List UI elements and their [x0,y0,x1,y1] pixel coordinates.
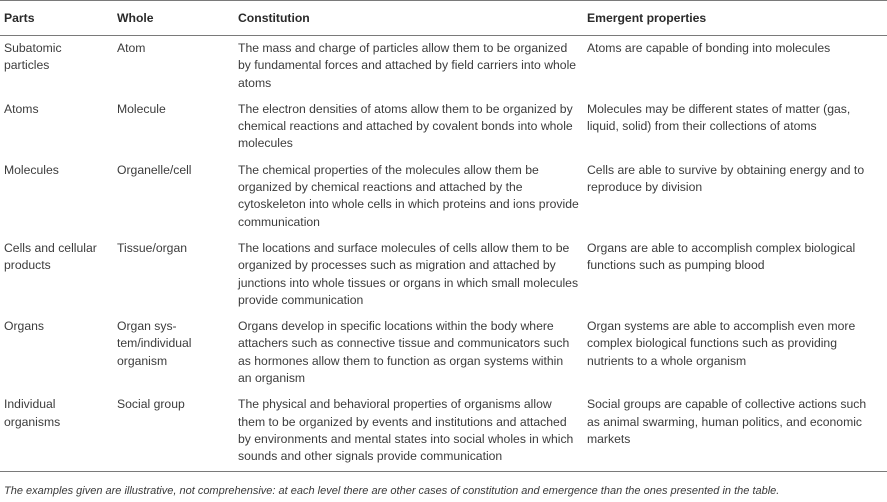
table-row [0,97,887,158]
cell-constitution: The physical and behavioral properties of organisms allow them to be organized by events and institutions and attached by environments and mental states into social wholes in which sounds and other signals provide communication [238,392,587,471]
cell-constitution: Organs develop in specific locations within the body where attachers such as connective tissue and communicators such as hormones allow them to function as organ systems within an organism [238,319,570,386]
cell-parts: Atoms [4,101,39,116]
table-row [0,36,887,97]
cell-parts: Molecules [4,162,59,177]
cell-whole: Tissue/organ [117,240,188,255]
cell-constitution: The chemical properties of the molecules allow them be organized by chemical reactions and attached by the cytoskeleton into whole cells in which proteins and ions provide communication [238,162,579,229]
cell-parts: Individual organisms [0,392,117,471]
table-row [0,392,887,471]
header-parts: Parts [0,1,117,36]
header-whole: Whole [117,1,238,36]
cell-whole: Organ sys-tem/individual organism [117,319,192,368]
cell-parts: Organs [4,319,44,334]
cell-emergent: Social groups are capable of collective actions such as animal swarming, human politics, and economic markets [587,392,887,471]
cell-parts: Cells and cellular products [4,240,97,273]
cell-constitution: The locations and surface molecules of cells allow them to be organized by processes such as migration and attached by junctions into whole tissues or organs in which small molecules provide communication [238,240,579,307]
table-row [0,314,887,392]
header-emergent-properties: Emergent properties [587,1,887,36]
cell-whole: Organelle/cell [117,162,192,177]
cell-emergent: Cells are able to survive by obtaining energy and to reproduce by division [587,162,865,195]
cell-constitution: The electron densities of atoms allow them to be organized by chemical reactions and attached by covalent bonds into whole molecules [238,101,573,151]
cell-emergent: Organ systems are able to accomplish even more complex biological functions such as providing nutrients to a whole organism [587,319,856,368]
cell-emergent: Molecules may be different states of matter (gas, liquid, solid) from their collections of atoms [587,101,851,134]
cell-whole: Molecule [117,101,166,116]
table-footnote: The examples given are illustrative, not comprehensive: at each level there are other cases of constitution and emergence than the ones presented in the table. [4,485,780,497]
cell-parts: Subatomic particles [4,41,62,73]
cell-whole: Atom [117,41,146,55]
table-row [0,236,887,314]
cell-constitution: The mass and charge of particles allow them to be organized by fundamental forces and attached by field carriers into whole atoms [238,41,577,90]
header-row [0,1,887,36]
cell-emergent: Organs are able to accomplish complex biological functions such as pumping blood [587,240,856,273]
table-row [0,158,887,236]
cell-emergent: Atoms are capable of bonding into molecules [587,41,831,55]
header-constitution: Constitution [238,1,587,36]
cell-whole: Social group [117,392,238,471]
